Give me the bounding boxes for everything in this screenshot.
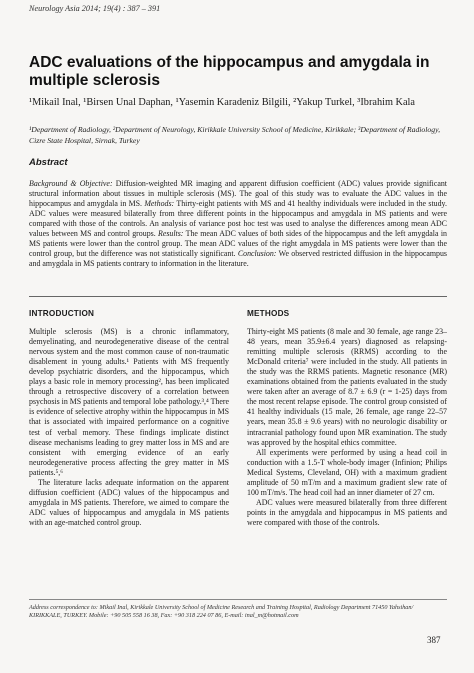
results-text: The mean ADC values of both sides of the hippocampus and the left amygdala in MS patients were lower than the control group. The mean ADC values of the right amygdala in MS patients were lower than the control group, but the difference was not statistically significant. [29, 229, 447, 259]
methods-label: Methods: [144, 199, 175, 209]
introduction-heading: INTRODUCTION [29, 309, 95, 318]
journal-citation: Neurology Asia 2014; 19(4) : 387 – 391 [29, 4, 161, 13]
correspondence-footnote: Address correspondence to: Mikail Inal, Kirikkale University School of Medicine Research and Training Hospital, Radiology Department 71450 Yahsihan/ KIRIKKALE, TURKEY. Mobile: +90 505 558 16 38, Fax: +90 318 224 07 86, E-mail: inal_m@hotmail.com [29, 604, 414, 620]
introduction-column [29, 309, 229, 528]
affiliations: ¹Department of Radiology, ²Department of Neurology, Kirikkale University School of Medicine, Kirikkale; ³Department of Radiology, Cizre State Hospital, Sirnak, Turkey [29, 125, 441, 145]
introduction-paragraph: Multiple sclerosis (MS) is a chronic inflammatory, demyelinating, and neurodegenerative disease of the central nervous system and the most common cause of non-traumatic disablement in young adults.¹ Patients with MS frequently develop psychiatric disorders, and the hippocampus, which plays a basic role in memory processing², has been implicated through a retrospective discovery of a correlation between psychosis in MS patients and temporal lobe pathology.³,⁴ There is evidence of selective atrophy within the hippocampus in MS that is associated with impaired performance on a cognitive test of verbal memory. These findings implicate distinct disease mechanisms leading to grey matter loss in MS and are consistent with emerging evidence of an early neurodegenerative process affecting the grey matter in MS patients.⁵,⁶ [29, 327, 229, 477]
methods-paragraph: ADC values were measured bilaterally from three different points in the amygdala and hippocampus in MS patients and were compared with those of the controls. [247, 497, 447, 527]
methods-column [247, 309, 447, 528]
methods-paragraph: Thirty-eight MS patients (8 male and 30 female, age range 23–48 years, mean 35.9±6.4 years) diagnosed as relapsing-remitting multiple sclerosis (RRMS) according to the McDonald criteria⁷ were included in the study. All patients in the study was the RRMS patients. Magnetic resonance (MR) examinations obtained from the patients evaluated in the study were taken after an average of 8.7 ± 6.9 (r = 1-25) days from the most recent relapse episode. The control group consisted of 41 healthy individuals (15 male, 26 female, age range 22–57 years, mean 35.8 ± 9.6 years) with no neurologic disability or intracranial pathology found upon MR examination. The study was approved by the hospital ethics committee. [247, 327, 447, 447]
background-label: Background & Objective: [29, 179, 113, 188]
conclusion-label: Conclusion: [237, 249, 277, 259]
results-label: Results: [158, 229, 184, 239]
page-number: 387 [427, 635, 441, 645]
article-title: ADC evaluations of the hippocampus and amygdala in multiple sclerosis [29, 54, 430, 89]
conclusion-text: We observed restricted diffusion in the hippocampus and amygdala in MS patients contrary to information in the literature. [29, 249, 447, 269]
abstract-heading: Abstract [29, 157, 68, 168]
methods-paragraph: All experiments were performed by using a head coil in conduction with a 1.5-T whole-body imager (Infinion; Philips Medical Systems, Cleveland, OH) with a maximum gradient amplitude of 50 mT/m and a maximum gradient slew rate of 100 mT/m/s. The head coil had an inner diameter of 27 cm. [247, 447, 447, 497]
methods-heading: METHODS [247, 309, 290, 318]
section-divider [29, 296, 447, 297]
abstract-body [29, 179, 447, 269]
introduction-paragraph: The literature lacks adequate information on the apparent diffusion coefficient (ADC) values of the hippocampus and amygdala in MS patients. Therefore, we aimed to compare the ADC values of hippocampus and amygdala in MS patients with an age-matched control group. [29, 477, 229, 527]
author-list: ¹Mikail Inal, ¹Birsen Unal Daphan, ¹Yasemin Karadeniz Bilgili, ²Yakup Turkel, ³Ibrahim Kala [29, 97, 415, 108]
footnote-divider [29, 599, 447, 600]
methods-text: Thirty-eight patients with MS and 41 healthy individuals were included in the study. ADC values were measured bilaterally from three different points in the hippocampus and amygdala in MS patients and were compared with those of the controls. An analysis of variance post hoc test was used to analyse the differences among mean ADC values between MS and control groups. [29, 199, 447, 239]
background-text: Diffusion-weighted MR imaging and apparent diffusion coefficient (ADC) values provide significant structural information about tissues in multiple sclerosis (MS). The goal of this study was to evaluate the ADC values in the hippocampus and amygdala in MS. [29, 179, 447, 209]
